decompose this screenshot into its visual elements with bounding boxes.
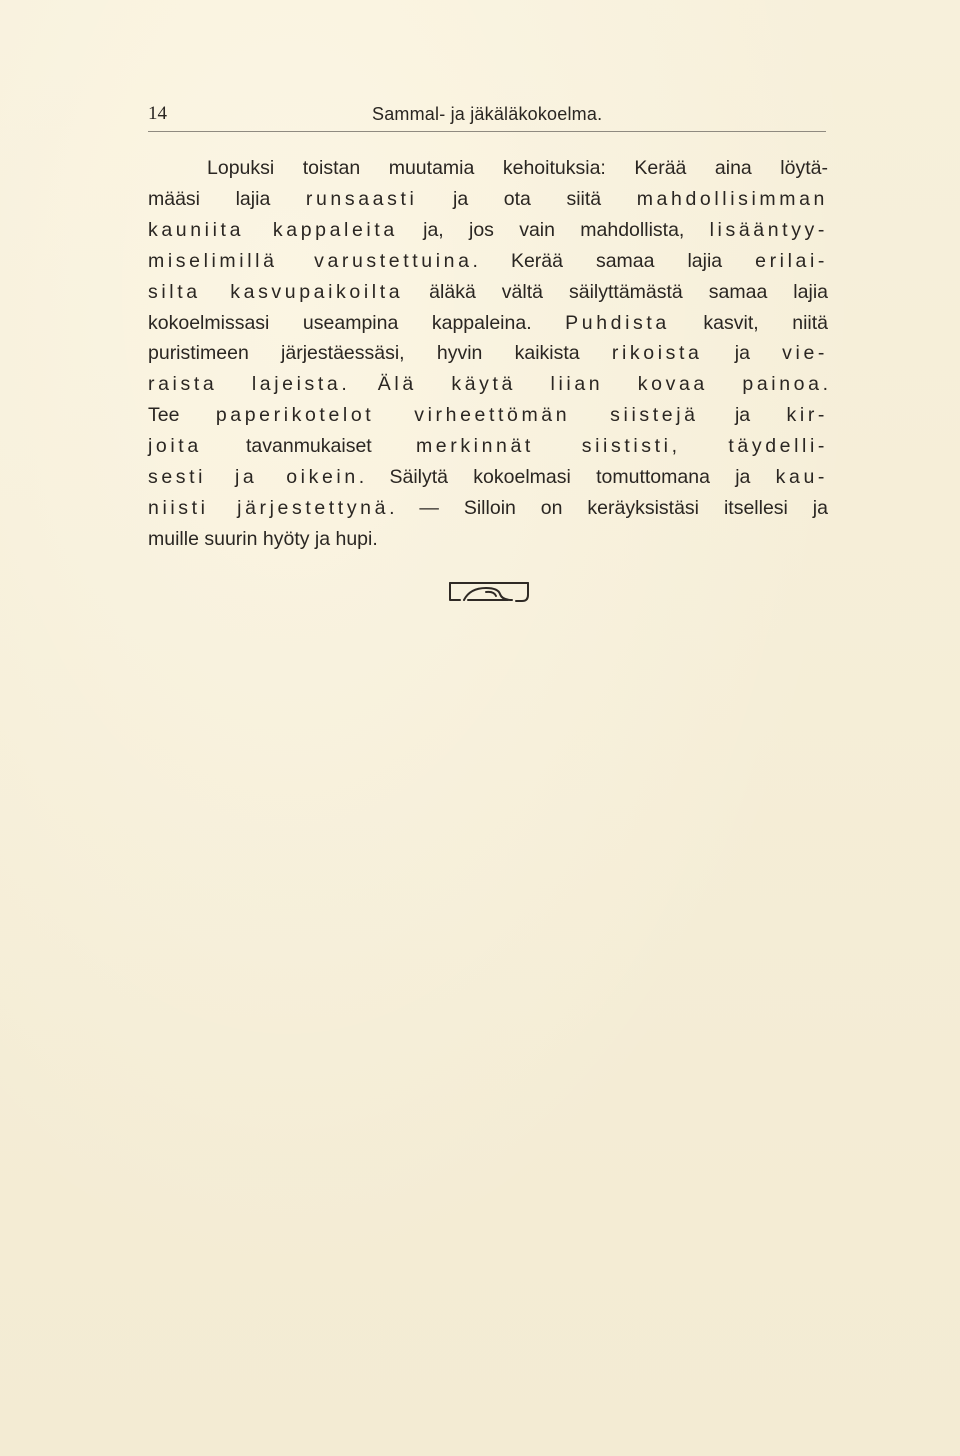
- text-line: silta kasvupaikoilta äläkä vältä säilyttämästä samaa lajia: [148, 280, 828, 303]
- page-number: 14: [148, 103, 167, 124]
- text-line: puristimeen järjestäessäsi, hyvin kaikista rikoista ja vie-: [148, 342, 828, 365]
- text-line: määsi lajia runsaasti ja ota siitä mahdollisimman: [148, 187, 828, 210]
- text-line: Lopuksi toistan muutamia kehoituksia: Kerää aina löytä-: [207, 157, 828, 179]
- text-line: muille suurin hyöty ja hupi.: [148, 527, 378, 550]
- text-line: miselimillä varustettuina. Kerää samaa lajia erilai-: [148, 249, 828, 272]
- text-line: Tee paperikotelot virheettömän siistejä ja kir-: [148, 404, 829, 427]
- end-ornament-icon: [446, 578, 532, 606]
- text-line: raista lajeista. Älä käytä liian kovaa painoa.: [148, 373, 828, 396]
- header-rule: [148, 131, 826, 132]
- running-title: Sammal- ja jäkäläkokoelma.: [372, 104, 603, 124]
- text-line: kokoelmissasi useampina kappaleina. Puhdista kasvit, niitä: [148, 311, 828, 334]
- running-head: [148, 100, 828, 130]
- text-line: niisti järjestettynä. — Silloin on keräyksistäsi itsellesi ja: [148, 496, 828, 519]
- text-line: sesti ja oikein. Säilytä kokoelmasi tomuttomana ja kau-: [148, 466, 828, 489]
- text-line: joita tavanmukaiset merkinnät siististi, täydelli-: [148, 435, 828, 458]
- text-line: kauniita kappaleita ja, jos vain mahdollista, lisääntyy-: [148, 218, 828, 241]
- body-paragraph: [148, 153, 828, 555]
